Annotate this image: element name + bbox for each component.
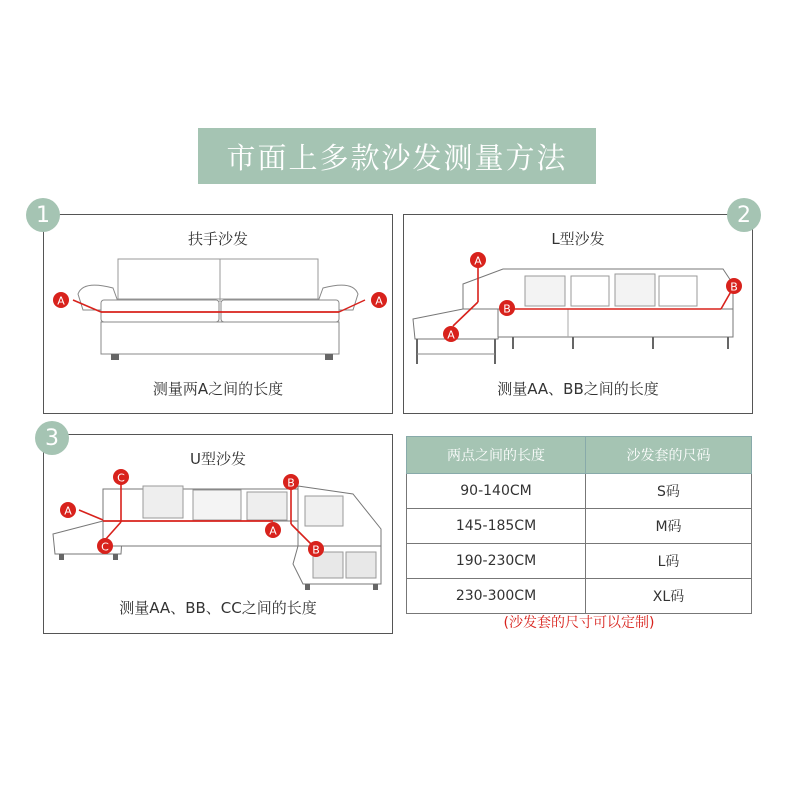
marker-a-top-label: A <box>474 254 482 268</box>
armrest-sofa-illustration <box>43 214 393 414</box>
panel-1-caption: 测量两A之间的长度 <box>152 380 284 398</box>
marker-a-bottom-label: A <box>447 328 455 342</box>
marker-c-top-label: C <box>117 471 125 485</box>
marker-a-left-label: A <box>57 294 65 308</box>
table-row <box>407 579 752 614</box>
size-table-header <box>407 437 752 474</box>
marker-c-bottom-label: C <box>101 540 109 554</box>
l-sofa-illustration <box>403 214 753 414</box>
custom-size-note: (沙发套的尺寸可以定制) <box>503 615 655 631</box>
marker-a-left-label: A <box>64 504 72 518</box>
size-cell: L码 <box>586 544 752 579</box>
table-row <box>407 544 752 579</box>
panel-2-number: 2 <box>727 198 761 232</box>
page-title: 市面上多款沙发测量方法 <box>198 128 596 184</box>
panel-2-title: L型沙发 <box>551 230 605 248</box>
panel-3-title: U型沙发 <box>190 450 246 468</box>
size-cell: XL码 <box>586 579 752 614</box>
panel-1-number: 1 <box>26 198 60 232</box>
marker-b-top-label: B <box>287 476 295 490</box>
panel-3-number: 3 <box>35 421 69 455</box>
marker-b-left-label: B <box>503 302 511 316</box>
length-cell: 230-300CM <box>407 579 586 614</box>
length-cell: 90-140CM <box>407 474 586 509</box>
marker-b-right-label: B <box>730 280 738 294</box>
marker-b-bottom-label: B <box>312 543 320 557</box>
panel-1-title: 扶手沙发 <box>187 230 248 248</box>
size-cell: S码 <box>586 474 752 509</box>
header-size: 沙发套的尺码 <box>586 437 752 474</box>
table-row <box>407 509 752 544</box>
panel-2-caption: 测量AA、BB之间的长度 <box>497 380 659 398</box>
size-table <box>406 436 752 614</box>
length-cell: 145-185CM <box>407 509 586 544</box>
marker-a-right-label: A <box>269 524 277 538</box>
panel-3-caption: 测量AA、BB、CC之间的长度 <box>119 599 317 617</box>
u-sofa-illustration <box>43 434 393 634</box>
header-length: 两点之间的长度 <box>407 437 586 474</box>
length-cell: 190-230CM <box>407 544 586 579</box>
size-cell: M码 <box>586 509 752 544</box>
table-row <box>407 474 752 509</box>
marker-a-right-label: A <box>375 294 383 308</box>
